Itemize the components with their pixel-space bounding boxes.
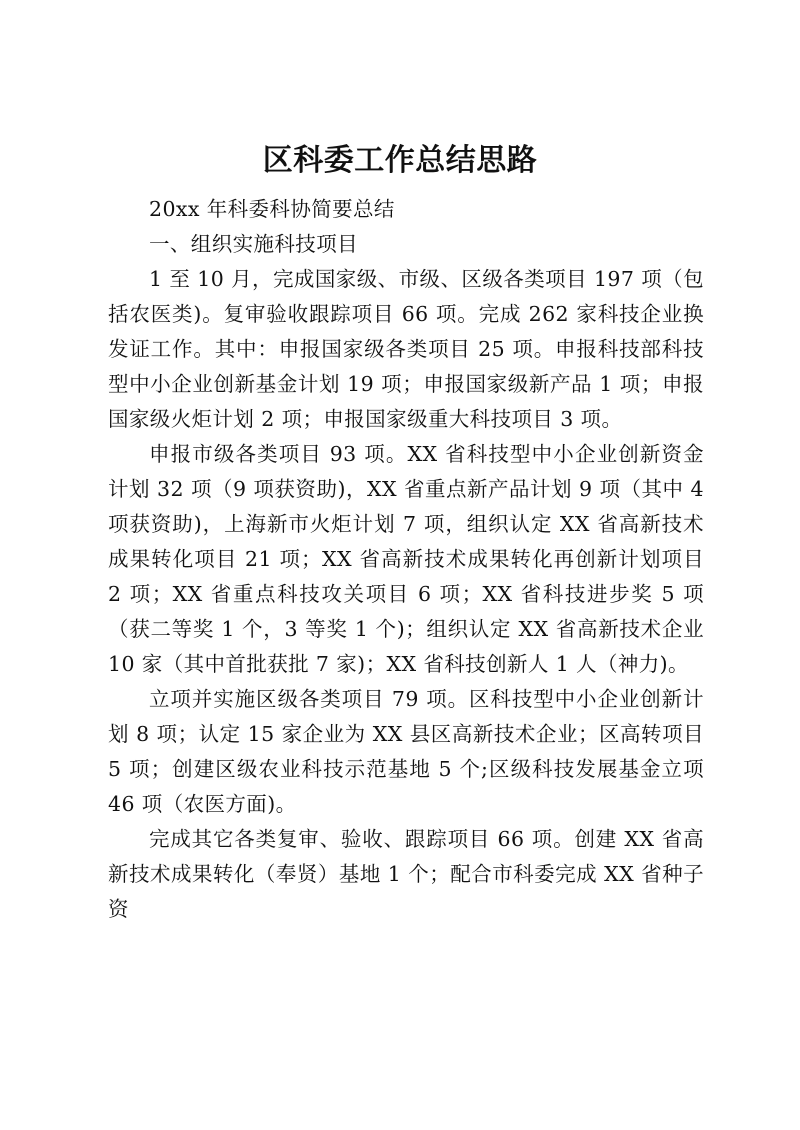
document-body	[108, 192, 704, 927]
document-title: 区科委工作总结思路	[262, 143, 538, 178]
body-paragraph: 完成其它各类复审、验收、跟踪项目 66 项。创建 XX 省高新技术成果转化（奉贤）基地 1 个；配合市科委完成 XX 省种子资	[108, 827, 704, 921]
subtitle-paragraph: 20xx 年科委科协简要总结	[149, 197, 395, 221]
body-paragraph: 申报市级各类项目 93 项。XX 省科技型中小企业创新资金计划 32 项（9 项获资助)，XX 省重点新产品计划 9 项（其中 4 项获资助)，上海新市火炬计划 7 项，组织认定 XX 省高新技术成果转化项目 21 项；XX 省高新技术成果转化再创新计划项目 2 项；XX 省重点科技攻关项目 6 项；XX 省科技进步奖 5 项（获二等奖 1 个，3 等奖 1 个)；组织认定 XX 省高新技术企业 10 家（其中首批获批 7 家)；XX 省科技创新人 1 人（神力)。	[108, 442, 704, 676]
section-heading: 一、组织实施科技项目	[149, 232, 358, 256]
body-paragraph: 立项并实施区级各类项目 79 项。区科技型中小企业创新计划 8 项；认定 15 家企业为 XX 县区高新技术企业；区高转项目 5 项；创建区级农业科技示范基地 5 个;区级科技发展基金立项 46 项（农医方面)。	[108, 687, 704, 816]
body-paragraph: 1 至 10 月，完成国家级、市级、区级各类项目 197 项（包括农医类)。复审验收跟踪项目 66 项。完成 262 家科技企业换发证工作。其中：申报国家级各类项目 25 项。申报科技部科技型中小企业创新基金计划 19 项；申报国家级新产品 1 项；申报国家级火炬计划 2 项；申报国家级重大科技项目 3 项。	[108, 267, 704, 431]
